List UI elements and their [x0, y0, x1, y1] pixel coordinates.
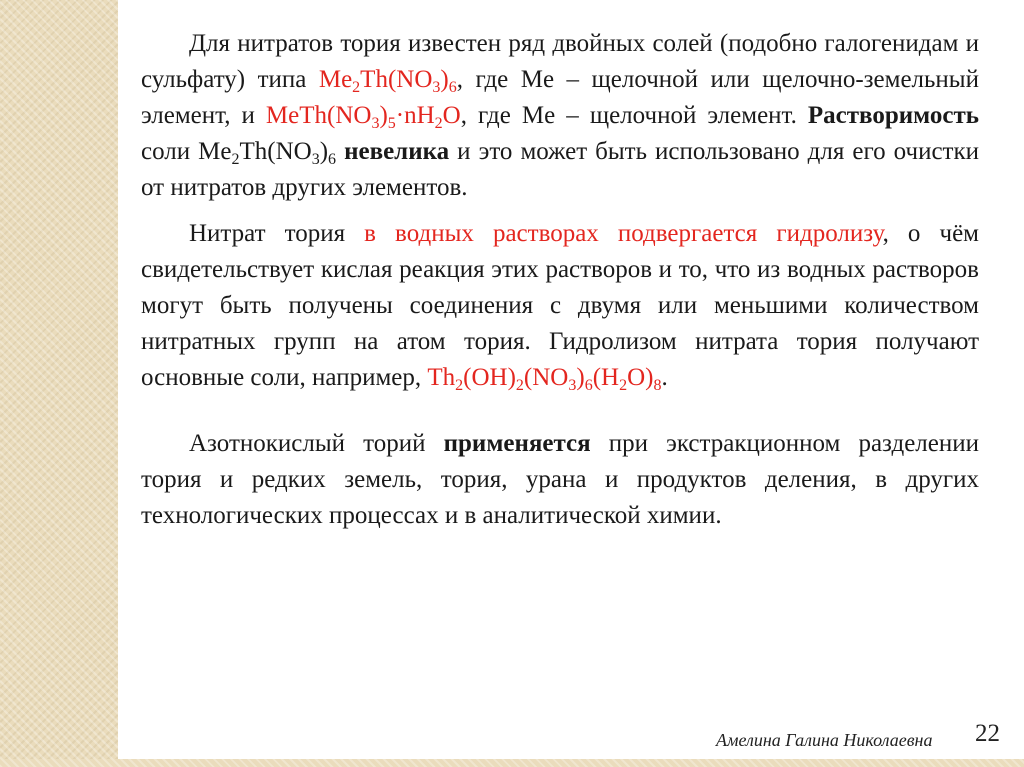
formula-basic-salt: $Th_2(OH)_2(NO_3)_6(H_2O)_8$: [427, 364, 662, 394]
decorative-bottom-stripe: [0, 759, 1024, 767]
bold-term-applied: применяется: [443, 430, 591, 457]
page-number: 22: [975, 720, 1000, 747]
bold-term-solubility: Растворимость: [807, 102, 979, 129]
paragraph-application: [141, 426, 979, 534]
text-span: .: [661, 364, 668, 391]
decorative-side-stripe: [0, 0, 118, 767]
text-span: и это может быть использовано для его очистки от нитратов других элементов.: [141, 138, 979, 201]
text-span: при экстракционном разделении тория и редких земель, тория, урана и продуктов деления, в других технологических процессах и в аналитической химии.: [141, 430, 979, 529]
highlight-hydrolysis: в водных растворах подвергается гидролизу: [364, 220, 883, 247]
text-span: соли Me: [141, 138, 232, 165]
text-span: Для нитратов тория известен ряд двойных солей (подобно галогенидам и сульфату) типа: [141, 30, 979, 93]
paragraph-hydrolysis: [141, 216, 979, 396]
text-span: , о чём свидетельствует кислая реакция этих растворов и то, что из водных растворов могут быть получены соединения с двумя или меньшими количеством нитратных групп на атом тория. Гидролизом нитрата тория получают основные соли, например,: [141, 220, 979, 391]
text-span: Азотнокислый торий: [189, 430, 444, 457]
formula-hydrate-salt: $MeTh(NO_3)_5\cdot nH_2O$: [265, 102, 461, 132]
bold-term-small: невелика: [344, 138, 450, 165]
paragraph-double-salts: Для нитратов тория известен ряд двойных солей (подобно галогенидам и сульфату) типа $Me_2Th(NO_3)_6$, где Me – щелочной или щелочно-земельный элемент, и $MeTh(NO_3)_5\cdot nH_2O$, где Me – щелочной элемент. Растворимость соли $Me_2Th(NO_3)_6$ невелика и это может быть использовано для его очистки от нитратов других элементов.: [141, 30, 979, 201]
text-span: Нитрат тория: [189, 220, 365, 247]
text-span: , где Me – щелочной или щелочно-земельный элемент, и: [141, 66, 979, 129]
formula-double-salt: $Me_2Th(NO_3)_6$: [318, 66, 457, 96]
footer-author: Амелина Галина Николаевна: [716, 730, 933, 750]
slide-body: [141, 26, 979, 534]
text-span: , где Me – щелочной элемент.: [460, 102, 808, 129]
